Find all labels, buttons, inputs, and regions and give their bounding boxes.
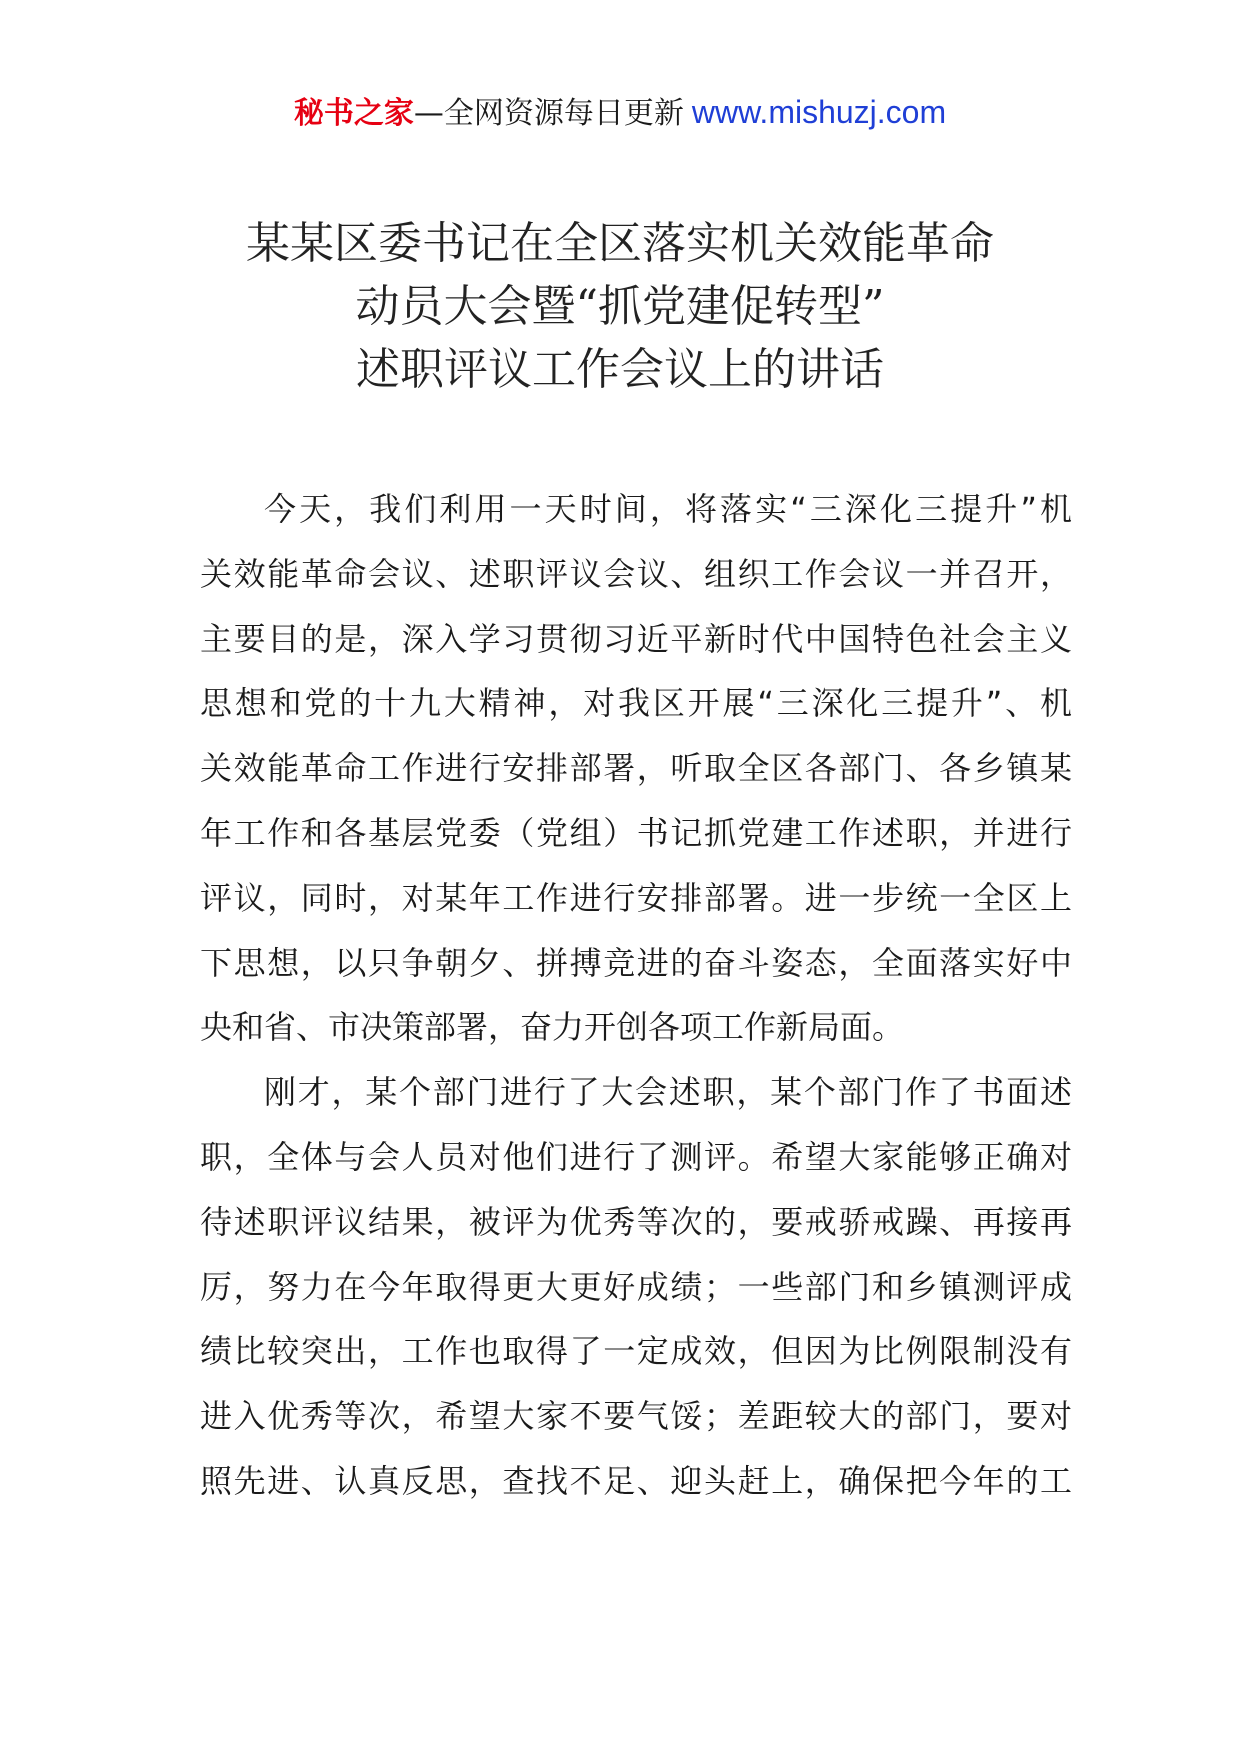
site-brand: 秘书之家	[293, 96, 414, 131]
body-line: 照先进、认真反思，查找不足、迎头赶上，确保把今年的工	[200, 1461, 1072, 1500]
title-line: 动员大会暨“抓党建促转型”	[355, 281, 885, 332]
body-line: 关效能革命工作进行安排部署，听取全区各部门、各乡镇某	[200, 749, 1072, 788]
body-line: 职，全体与会人员对他们进行了测评。希望大家能够正确对	[200, 1137, 1072, 1176]
body-line: 下思想，以只争朝夕、拼搏竞进的奋斗姿态，全面落实好中	[200, 943, 1072, 982]
body-line: 今天，我们利用一天时间，将落实“三深化三提升”机	[264, 490, 1072, 528]
body-line: 年工作和各基层党委（党组）书记抓党建工作述职，并进行	[200, 813, 1072, 852]
title-line: 述职评议工作会议上的讲话	[356, 344, 884, 395]
body-line: 评议，同时，对某年工作进行安排部署。进一步统一全区上	[200, 878, 1072, 917]
site-slogan: —全网资源每日更新	[413, 96, 684, 131]
body-line: 关效能革命会议、述职评议会议、组织工作会议一并召开，	[200, 554, 1072, 593]
document-title	[0, 212, 1240, 401]
body-line: 刚才，某个部门进行了大会述职，某个部门作了书面述	[264, 1073, 1072, 1112]
site-header	[0, 92, 1240, 134]
document-body	[200, 477, 1072, 1514]
body-line: 绩比较突出，工作也取得了一定成效，但因为比例限制没有	[200, 1332, 1072, 1371]
body-line: 思想和党的十九大精神，对我区开展“三深化三提升”、机	[200, 684, 1072, 723]
site-url-link[interactable]: www.mishuzj.com	[691, 94, 947, 130]
body-line: 厉，努力在今年取得更大更好成绩；一些部门和乡镇测评成	[200, 1267, 1072, 1306]
body-line: 进入优秀等次，希望大家不要气馁；差距较大的部门，要对	[200, 1397, 1072, 1436]
body-line: 待述职评议结果，被评为优秀等次的，要戒骄戒躁、再接再	[200, 1202, 1072, 1241]
body-line: 主要目的是，深入学习贯彻习近平新时代中国特色社会主义	[200, 619, 1072, 658]
body-line: 央和省、市决策部署，奋力开创各项工作新局面。	[200, 1008, 905, 1047]
title-line: 某某区委书记在全区落实机关效能革命	[246, 218, 994, 269]
